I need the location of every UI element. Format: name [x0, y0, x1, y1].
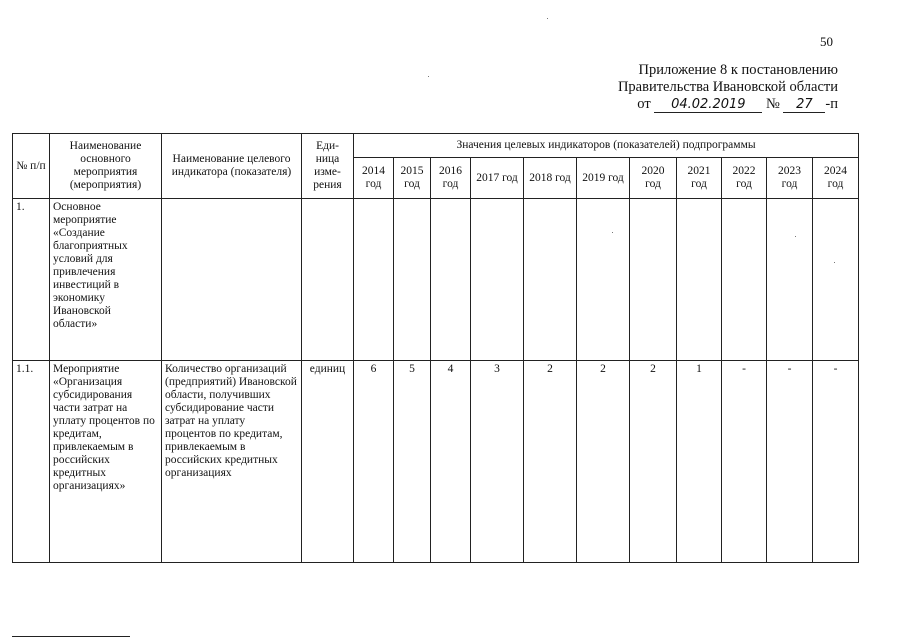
row-num: 1. [13, 199, 50, 361]
col-header-indicator: Наименование целевого индикатора (показателя) [162, 134, 302, 199]
number-suffix: -п [825, 96, 838, 112]
row-event: Основное мероприятие «Создание благоприятных условий для привлечения инвестиций в экономику Ивановской области» [50, 199, 162, 361]
row-value: 3 [471, 361, 524, 563]
indicators-table [12, 133, 859, 563]
col-header-year: 2024 год [813, 158, 859, 199]
row-value: 2 [524, 361, 577, 563]
row-value [767, 199, 813, 361]
scan-speck [834, 262, 835, 263]
scan-speck [795, 236, 796, 237]
col-header-year: 2022 год [722, 158, 767, 199]
header-line-1: Приложение 8 к постановлению [638, 62, 838, 78]
row-event: Мероприятие «Организация субсидирования части затрат на уплату процентов по кредитам, привлекаемым в российских кредитных организациях» [50, 361, 162, 563]
row-value: 2 [630, 361, 677, 563]
document-header [618, 62, 838, 113]
col-header-year: 2018 год [524, 158, 577, 199]
table-row [13, 199, 859, 361]
scan-speck [428, 76, 429, 77]
row-value [471, 199, 524, 361]
row-value: - [813, 361, 859, 563]
col-header-year: 2016 год [431, 158, 471, 199]
row-unit [302, 199, 354, 361]
from-label: от [637, 96, 651, 112]
header-line-2: Правительства Ивановской области [617, 79, 838, 95]
row-value [630, 199, 677, 361]
row-value: - [722, 361, 767, 563]
col-header-year: 2021 год [677, 158, 722, 199]
row-value [394, 199, 431, 361]
row-value: 2 [577, 361, 630, 563]
row-indicator: Количество организаций (предприятий) Ивановской области, получивших субсидирование части затрат на уплату процентов по кредитам, привлекаемым в российских кредитных организациях [162, 361, 302, 563]
row-value [813, 199, 859, 361]
row-value [677, 199, 722, 361]
row-value [722, 199, 767, 361]
handwritten-number: 27 [783, 97, 825, 113]
number-label: № [765, 96, 780, 112]
row-value: 1 [677, 361, 722, 563]
row-value: 5 [394, 361, 431, 563]
row-num: 1.1. [13, 361, 50, 563]
col-header-num: № п/п [13, 134, 50, 199]
footnote-rule [12, 636, 130, 637]
col-header-values-title: Значения целевых индикаторов (показателей) подпрограммы [354, 134, 859, 158]
header-date-number-line [618, 96, 838, 113]
row-unit: единиц [302, 361, 354, 563]
row-indicator [162, 199, 302, 361]
col-header-year: 2020 год [630, 158, 677, 199]
row-value: 6 [354, 361, 394, 563]
row-value: - [767, 361, 813, 563]
col-header-year: 2014 год [354, 158, 394, 199]
col-header-event: Наименование основного мероприятия (мероприятия) [50, 134, 162, 199]
handwritten-date: 04.02.2019 [654, 97, 762, 113]
row-value [431, 199, 471, 361]
col-header-unit: Еди-ница изме-рения [302, 134, 354, 199]
page-number: 50 [820, 34, 833, 49]
scan-speck [612, 232, 613, 233]
row-value: 4 [431, 361, 471, 563]
col-header-year: 2023 год [767, 158, 813, 199]
table-header-row-1 [13, 134, 859, 158]
col-header-year: 2019 год [577, 158, 630, 199]
scan-speck [547, 18, 548, 19]
table-row [13, 361, 859, 563]
col-header-year: 2015 год [394, 158, 431, 199]
row-value [354, 199, 394, 361]
row-value [524, 199, 577, 361]
col-header-year: 2017 год [471, 158, 524, 199]
row-value [577, 199, 630, 361]
